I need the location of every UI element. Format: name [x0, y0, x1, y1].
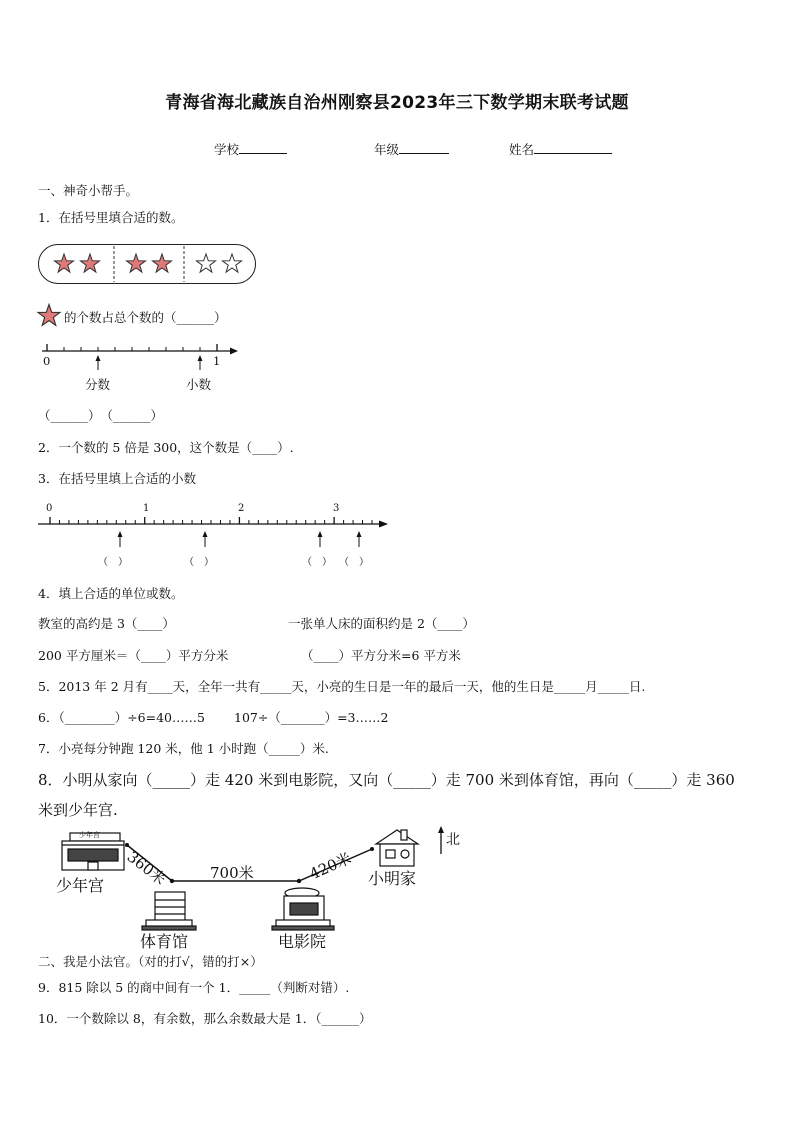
school-field[interactable]: 学校 — [214, 140, 287, 158]
tick-label-0: 0 — [46, 503, 53, 514]
question-9: 9．815 除以 5 的商中间有一个 1．_____（判断对错）. — [38, 980, 350, 995]
sign-text: 少年宫 — [79, 831, 100, 839]
page-title: 青海省海北藏族自治州刚察县2023年三下数学期末联考试题 — [165, 93, 629, 113]
question-6b: 107÷（_______）=3……2 — [234, 710, 389, 725]
question-4c: 200 平方厘米＝（____）平方分米 — [38, 648, 229, 663]
tick-label-2: 2 — [238, 503, 245, 514]
answer-blanks[interactable]: （______） （______） — [38, 408, 164, 423]
question-1: 1．在括号里填合适的数。 — [38, 210, 184, 225]
question-4: 4．填上合适的单位或数。 — [38, 586, 184, 601]
house-icon — [376, 830, 418, 866]
star-question: 的个数占总个数的（______） — [64, 310, 227, 325]
place-youth-palace: 少年宫 — [56, 876, 105, 895]
place-home: 小明家 — [368, 869, 417, 888]
name-field[interactable]: 姓名 — [509, 140, 612, 158]
question-2: 2．一个数的 5 倍是 300，这个数是（____）. — [38, 440, 294, 455]
gym-icon — [142, 892, 196, 930]
north-arrow-icon — [438, 826, 444, 854]
cinema-icon — [272, 888, 334, 930]
question-5: 5．2013 年 2 月有____天，全年一共有_____天，小亮的生日是一年的最后一天，他的生日是_____月_____日. — [38, 679, 646, 694]
section-1-heading: 一、神奇小帮手。 — [38, 183, 139, 198]
question-6a: 6．（________）÷6=40……5 — [38, 710, 205, 725]
question-8-line2: 米到少年宫. — [38, 801, 118, 819]
tick-label-1: 1 — [143, 503, 150, 514]
blank-d[interactable]: （ ） — [339, 557, 369, 568]
question-4d: （____）平方分米=6 平方米 — [301, 648, 461, 663]
blank-c[interactable]: （ ） — [302, 557, 332, 568]
section-2-heading: 二、我是小法官。（对的打√，错的打×） — [38, 954, 263, 969]
distance-360: 360米 — [123, 847, 170, 889]
place-cinema: 电影院 — [278, 932, 327, 951]
grade-field[interactable]: 年级 — [374, 140, 449, 158]
north-label: 北 — [446, 832, 460, 848]
label-fraction: 分数 — [85, 377, 111, 392]
numberline-label-0: 0 — [43, 354, 51, 368]
blank-a[interactable]: （ ） — [98, 557, 128, 568]
distance-700: 700米 — [210, 864, 254, 882]
tick-label-3: 3 — [333, 503, 340, 514]
distance-420: 420米 — [306, 849, 355, 884]
question-8-line1: 8．小明从家向（_____）走 420 米到电影院，又向（_____）走 700 米到体育馆，再向（_____）走 360 — [38, 771, 735, 789]
question-4b: 一张单人床的面积约是 2（____） — [288, 616, 475, 631]
place-gym: 体育馆 — [140, 932, 189, 951]
question-4a: 教室的高约是 3（____） — [38, 616, 175, 631]
label-decimal: 小数 — [186, 377, 212, 392]
question-3: 3．在括号里填上合适的小数 — [38, 471, 196, 486]
blank-b[interactable]: （ ） — [184, 557, 214, 568]
numberline-label-1: 1 — [213, 354, 221, 368]
question-10: 10．一个数除以 8，有余数，那么余数最大是 1．（______） — [38, 1011, 372, 1026]
question-7: 7．小亮每分钟跑 120 米，他 1 小时跑（_____）米. — [38, 741, 329, 756]
